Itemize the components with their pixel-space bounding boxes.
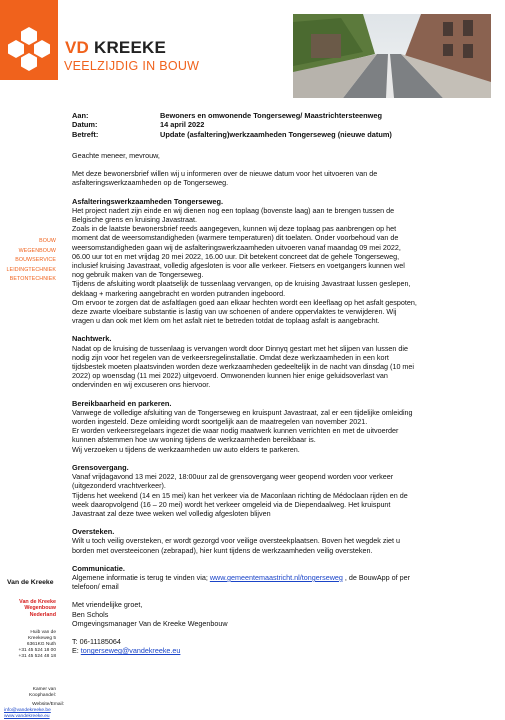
salutation: Geachte meneer, mevrouw,: [72, 151, 160, 160]
section-line: Wilt u toch veilig oversteken, er wordt gezorgd voor veilige oversteekplaatsen. Boven het wegdek ziet u: [72, 536, 401, 546]
section-line: kunnen afstemmen hoe uw woning tijdens de werkzaamheden bereikbaar is.: [72, 435, 316, 445]
closing-greeting: Met vriendelijke groet,: [72, 600, 143, 610]
section-line: Vanwege de volledige afsluiting van de Tongerseweg en kruispunt Javastraat, zal er een tijdelijke omleiding: [72, 407, 413, 417]
footer-title: Van de Kreeke: [7, 579, 54, 586]
service-item: LEIDINGTECHNIEK: [6, 266, 56, 273]
section-line: week daaropvolgend (16 – 20 mei) wordt het verkeer omgeleid via de Diependaalweg. Het kruispunt: [72, 499, 391, 509]
footer-address-line: Huib van de: [30, 630, 56, 635]
intro-line: asfalteringswerkzaamheden op de Tongerseweg.: [72, 178, 229, 188]
letter-section: [72, 334, 490, 389]
gemeente-link[interactable]: www.gemeentemaastricht.nl/tongerseweg: [209, 572, 343, 582]
footer-address-line: 6361KG Nuth: [26, 642, 56, 647]
intro-line: Met deze bewonersbrief willen wij u informeren over de nieuwe datum voor het uitvoeren van de: [72, 169, 378, 179]
meta-datum-value: 14 april 2022: [160, 120, 205, 130]
footer-address-line: +31 45 524 48 18: [18, 654, 56, 659]
meta-aan-value: Bewoners en omwonende Tongerseweg/ Maastrichtersteenweg: [160, 111, 383, 120]
letter-section: [72, 197, 490, 326]
section-line: inclusief kruising Javastraat, volledig afgesloten is voor alle verkeer. Fietsers en voetgangers kunnen wel: [72, 261, 405, 271]
communicatie-line: [72, 573, 490, 582]
section-line: Om ervoor te zorgen dat de asfaltlagen goed aan elkaar hechten wordt een kleeflaag op het asfalt gespoten,: [72, 297, 417, 307]
service-item: BOUW: [39, 238, 56, 244]
section-communicatie: [72, 564, 490, 592]
section-line: nodig zijn voor het regelen van de verkeersregelinstallatie. Omdat deze werkzaamheden in een kort: [72, 352, 389, 362]
closing-email-link[interactable]: tongerseweg@vandekreeke.eu: [80, 646, 181, 656]
section-line: weersomstandigheden gaan wij de asfalteringswerkzaamheden uitvoeren vanaf maandag 09 mei 2022,: [72, 242, 401, 252]
hexagon-logo-icon: [6, 26, 52, 72]
section-title: Oversteken.: [72, 527, 115, 537]
letter-meta: [72, 111, 392, 139]
section-title: Bereikbaarheid en parkeren.: [72, 398, 172, 408]
footer-address-line: +31 45 524 18 00: [18, 648, 56, 653]
brand-name: [65, 38, 166, 58]
intro-paragraph: [72, 169, 490, 187]
services-list: [0, 237, 56, 285]
service-item: BETONTECHNIEK: [9, 276, 56, 283]
footer-company-line: Wegenbouw: [24, 605, 56, 612]
communicatie-line: telefoon/ email: [72, 582, 119, 592]
closing-phone: T: 06-11185064: [72, 636, 121, 646]
meta-aan-label: Aan:: [72, 111, 89, 120]
section-line: Tijdens het weekend (14 en 15 mei) kan het verkeer via de Maconlaan richting de Médoclaan rijden en de: [72, 490, 408, 500]
section-line: tijdsbestek moeten plaatsvinden worden deze werkzaamheden gedeeltelijk in de nacht van dinsdag (10 mei: [72, 362, 415, 372]
footer-web-label: Website/Email:: [32, 702, 64, 707]
letter-closing: [72, 600, 490, 655]
section-line: 2022) op woensdag (11 mei 2022) uitgevoerd. Omwonenden kunnen hier enige geluidsoverlast van: [72, 371, 388, 381]
section-line: Zoals in de laatste bewonersbrief reeds aangegeven, kunnen wij deze toplaag pas aanbrengen op het: [72, 224, 397, 234]
section-line: Javastraat zal deze twee weken wel volledig afgesloten blijven: [72, 508, 271, 518]
brand-tagline: VEELZIJDIG IN BOUW: [64, 59, 200, 73]
street-photo: [293, 14, 491, 98]
section-title: Grensovergang.: [72, 462, 129, 472]
footer-address: [19, 630, 56, 660]
footer-kvk-line: Koophandel:: [29, 693, 56, 698]
meta-betreft-value: Update (asfaltering)werkzaamheden Tongerseweg (nieuwe datum): [160, 129, 392, 139]
closing-name: Ben Schols: [72, 609, 109, 619]
footer-kvk: [29, 687, 56, 699]
meta-betreft-label: Betreft:: [72, 129, 99, 139]
footer-kvk-line: Kamer van: [32, 687, 56, 692]
letter-body: [72, 151, 490, 655]
communicatie-post: , de BouwApp of per: [342, 572, 411, 582]
section-line: Er worden verkeersregelaars ingezet die waar nodig maatwerk kunnen verrichten en met de uitvoerder: [72, 426, 399, 436]
footer-web: [4, 702, 64, 720]
section-title: Asfalteringswerkzaamheden Tongerseweg.: [72, 196, 224, 206]
section-line: Wij verzoeken u tijdens de werkzaamheden uw auto elders te parkeren.: [72, 444, 300, 454]
brand-name-vd: VD: [65, 38, 90, 57]
section-line: vragen u dan ook met klem om het asfalt niet te betreden totdat de toplaag asfalt is aangebracht.: [72, 316, 380, 326]
closing-email-line: [72, 646, 490, 655]
service-item: BOUWSERVICE: [15, 257, 56, 264]
letter-section: [72, 463, 490, 518]
letter-section: [72, 527, 490, 555]
section-line: (uitgezonderd vrachtverkeer).: [72, 481, 166, 491]
section-line: deklaag + markering aangebracht en worden putranden ingeboord.: [72, 288, 286, 298]
communicatie-pre: Algemene informatie is terug te vinden via;: [72, 572, 210, 582]
footer-company-line: Nederland: [29, 611, 56, 618]
letter-section: [72, 399, 490, 454]
footer-address-line: Kreekeweg 5: [28, 636, 56, 641]
section-line: Het project nadert zijn einde en wij dienen nog een toplaag (bovenste laag) aan te brengen tussen de: [72, 205, 395, 215]
section-title: Communicatie.: [72, 563, 125, 573]
footer-email-link[interactable]: info@vandekreeke.be: [4, 708, 51, 713]
section-line: ondervinden en wij excuseren ons hiervoor.: [72, 380, 211, 390]
section-line: Vanaf vrijdagavond 13 mei 2022, 18:00uur zal de grensovergang weer geopend worden voor verkeer: [72, 472, 394, 482]
section-line: Belgische grens en kruising Javastraat.: [72, 215, 198, 225]
section-line: borden met oversteeiconen (zebrapad), hier kunt tijdens de werkzaamheden veilig oversteken.: [72, 545, 373, 555]
section-line: nog gebruik maken van de Tongerseweg.: [72, 270, 204, 280]
service-item: WEGENBOUW: [18, 247, 56, 254]
letter-sections: [72, 197, 490, 555]
section-line: moment dat de weersomstandigheden (warmere temperaturen) dit toelaten. Onder voorbehoud van de: [72, 233, 399, 243]
closing-role: Omgevingsmanager Van de Kreeke Wegenbouw: [72, 618, 228, 628]
section-line: deze zwarte vloeibare substantie is lastig van uw schoenen of andere oppervlaktes te verwijderen. Wij: [72, 307, 397, 317]
footer-website-link[interactable]: www.vandekreeke.eu: [4, 714, 50, 719]
section-line: Tijdens de afsluiting wordt plaatselijk de tussenlaag vervangen, op de kruising Javastraat lussen geslepen,: [72, 279, 411, 289]
section-title: Nachtwerk.: [72, 334, 112, 344]
section-line: worden ingesteld. Deze omleiding wordt soortgelijk aan de maatregelen van november 2021.: [72, 417, 368, 427]
section-line: 06.00 uur tot en met vrijdag 20 mei 2022, 16.00 uur. Dit betekent concreet dat de gehele Tongerseweg,: [72, 251, 400, 261]
meta-datum-label: Datum:: [72, 120, 98, 130]
footer-company: [19, 599, 56, 618]
brand-name-kreeke: KREEKE: [93, 38, 167, 57]
section-line: Nadat op de kruising de tussenlaag is vervangen wordt door Dinnyq gestart met het slijpen van lussen die: [72, 343, 409, 353]
closing-email-prefix: E:: [72, 646, 81, 656]
footer-company-line: Van de Kreeke: [19, 599, 56, 605]
